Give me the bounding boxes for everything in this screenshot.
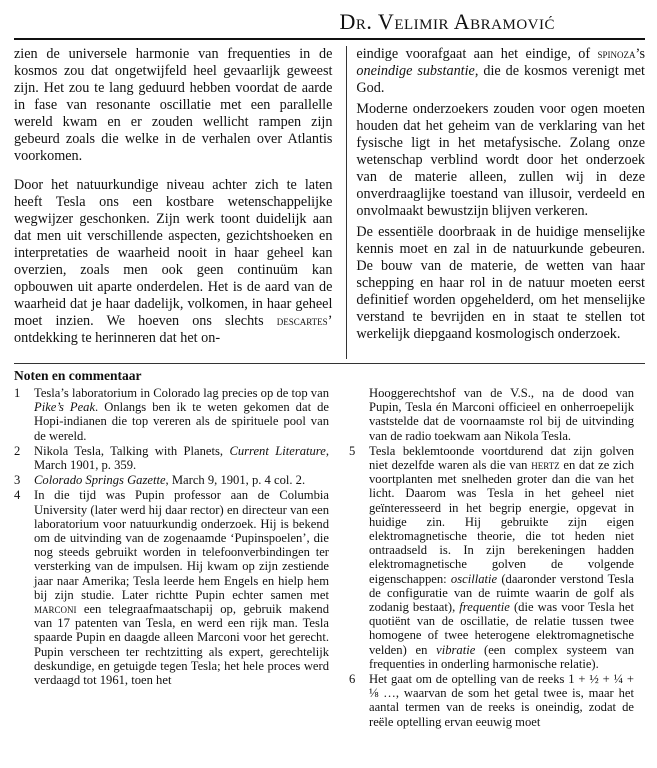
note-4-continuation: Hooggerechtshof van de V.S., na de dood van Pupin, Tesla én Marconi officieel en onherroepelijk vaststelde dat de voornaamste rol bij de uitvinding van de radio toekwam aan Nikola Tesla. <box>369 386 634 443</box>
note-text: Het gaat om de optelling van de reeks 1 + ½ + ¼ + ⅛ …, waarvan de som het getal twee is, maar het aantal termen van de reeks is oneindig, zodat de reële optelling ervan eeuwig moet <box>369 672 634 729</box>
paragraph: Moderne onderzoekers zouden voor ogen moeten houden dat het geheim van de verklaring van het fysische ligt in het metafysische. Zolang onze wetenschap verblind wordt door het onderzoek van de materie alleen, zullen wij in deze onverdraaglijke toestand van illusoir, verdeeld en onvolmaakt bewustzijn blijven verkeren. <box>356 101 645 219</box>
name-small-caps: spinoza <box>597 47 636 61</box>
paragraph: De essentiële doorbraak in de huidige menselijke kennis moet en zal in de natuurkunde gebeuren. De bouw van de materie, de wetten van haar schepping en haar rol in de natuur moeten eerst definitief worden opgehelderd, om het menselijke verstand te bevrijden en in staat te stellen tot werkelijk diepgaand kosmologisch onderzoek. <box>356 224 645 342</box>
running-header <box>14 6 645 40</box>
note-text: Nikola Tesla, Talking with Planets, Current Literature, March 1901, p. 359. <box>34 443 329 473</box>
emphasis: oneindige substantie <box>356 63 475 79</box>
note-text: Colorado Springs Gazette, March 9, 1901, p. 4 col. 2. <box>34 473 306 488</box>
paragraph: zien de universele harmonie van frequenties in de kosmos zou dat ongetwijfeld heel gevaarlijk geweest zijn. Het zou te lang geduurd hebben voordat de aarde in fase van resonante oscillatie met een parallelle wereld kwam en er zouden wellicht rampen zijn gebeurd zoals die welke in de verhalen over Atlantis voorkomen. <box>14 46 333 164</box>
note-number: 1 <box>14 386 21 400</box>
left-column <box>14 46 332 359</box>
note-number: 6 <box>349 672 356 687</box>
notes-right-column <box>349 386 634 730</box>
note-5 <box>349 444 634 671</box>
notes-title: Noten en commentaar <box>14 368 142 383</box>
note-6 <box>349 672 634 729</box>
notes-divider <box>14 363 645 364</box>
paragraph: Door het natuurkundige niveau achter zich te laten heeft Tesla ons een kostbare wetenschappelijke wegwijzer geschonken. Zijn werk toont duidelijk aan dat men uit verschillende aspecten, gezichtshoeken en interpretaties de waarheid nooit in haar geheel kan overzien, zoals men ook geen continuüm kan opbouwen uit aparte onderdelen. Het is de aard van de waarheid dat je haar dadelijk, volkomen, in haar geheel moet inzien. We hoeven ons slechts descartes’ ontdekking te herinneren dat het on- <box>14 177 333 346</box>
notes-left-column <box>14 386 329 730</box>
right-column <box>356 46 645 359</box>
author-name: Dr. Velimir Abramović <box>339 9 555 34</box>
note-1 <box>14 386 329 443</box>
note-text: Tesla beklemtoonde voortdurend dat zijn golven niet dezelfde waren als die van hertz en dat ze zich voortplanten met snelheden groter dan die van het licht. Daarom was Tesla in het geheel niet geïnteresseerd in het begrip energie, opgevat in huidige zin. Hij gebruikte zijn eigen elektromagnetische theorie, die tot heden niet ontraadseld is. In zijn berekeningen hadden elektromagnetische golven de volgende eigenschappen: oscillatie (daaronder verstond Tesla de configuratie van de ruimte waarin de golf als zodanig bestaat), frequentie (die was voor Tesla het quotiënt van de oscillatie, de relatie tussen twee homogene of twee heterogene elektromagnetische velden) en vibratie (een complex systeem van frequenties in onderling harmonische relatie). <box>369 443 634 671</box>
note-text: Tesla’s laboratorium in Colorado lag precies op de top van Pike’s Peak. Onlangs ben ik te weten gekomen dat de Hopi-indianen die top vereren als de spirituele pool van de wereld. <box>34 386 329 443</box>
notes-section <box>14 386 645 730</box>
note-2 <box>14 444 329 472</box>
note-4 <box>14 488 329 687</box>
note-number: 2 <box>14 443 21 458</box>
note-number: 4 <box>14 488 21 503</box>
note-3 <box>14 473 329 487</box>
note-number: 3 <box>14 473 21 488</box>
paragraph: eindige voorafgaat aan het eindige, of spinoza’s oneindige substantie, die de kosmos verenigt met God. <box>356 46 645 96</box>
name-small-caps: descartes <box>276 314 328 328</box>
main-text <box>14 46 645 359</box>
note-text: In die tijd was Pupin professor aan de Columbia University (later werd hij daar rector) en directeur van een laboratorium voor natuurkundig onderzoek. Hij is bekend om de uitvinding van de zogenaamde ‘Pupinspoelen’, die nog steeds gebruikt worden in telefoonverbindingen ter versterking van de impulsen. Hij kwam op zijn zestiende jaar naar Amerika; Tesla leerde hem Engels en hielp hem bij zijn studie. Later richtte Pupin echter samen met marconi een telegraafmaatschapij op, gebruik makend van 17 patenten van Tesla, en werd een rijk man. Tesla spaarde Pupin en daagde alleen Marconi voor het gerecht. Pupin verscheen ter rechtzitting als expert, gerechtelijk deskundige, en getuigde tegen Tesla; het hele proces werd verdaagd tot 1961, toen het <box>34 488 329 688</box>
note-number: 5 <box>349 443 356 458</box>
